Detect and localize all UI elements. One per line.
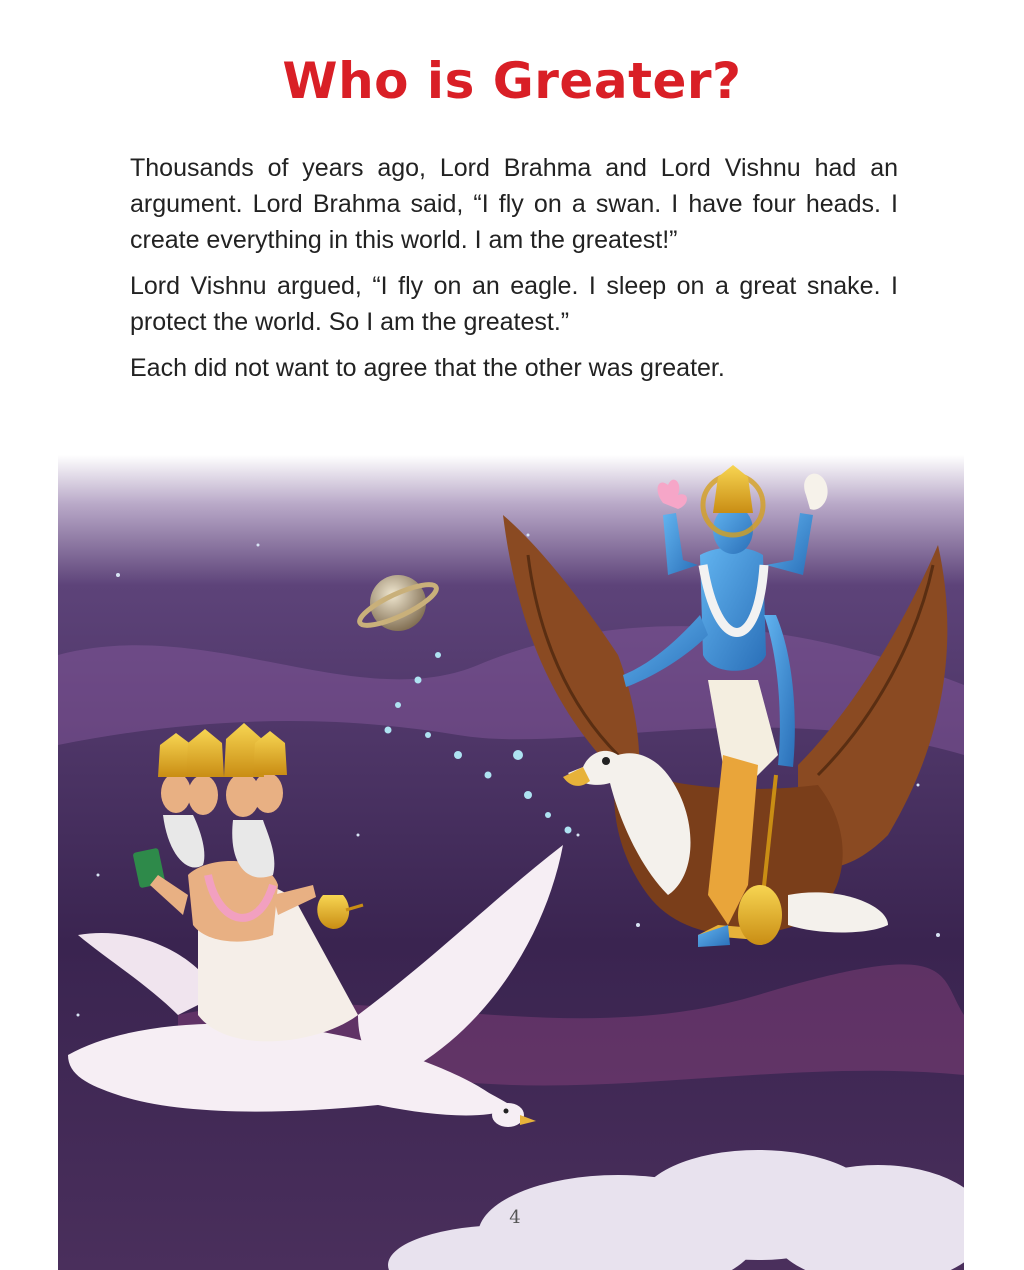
story-illustration: [58, 455, 964, 1270]
paragraph: Lord Vishnu argued, “I fly on an eagle. I sleep on a great snake. I protect the world. So I am the greatest.”: [130, 272, 898, 336]
paragraph: Thousands of years ago, Lord Brahma and Lord Vishnu had an argument. Lord Brahma said, “I fly on a swan. I have four heads. I create everything in this world. I am the greatest!”: [130, 154, 898, 254]
paragraph: Each did not want to agree that the other was greater.: [130, 354, 725, 382]
story-text: [130, 150, 898, 396]
page-number: 4: [509, 1207, 521, 1228]
page-title: Who is Greater?: [282, 52, 742, 110]
